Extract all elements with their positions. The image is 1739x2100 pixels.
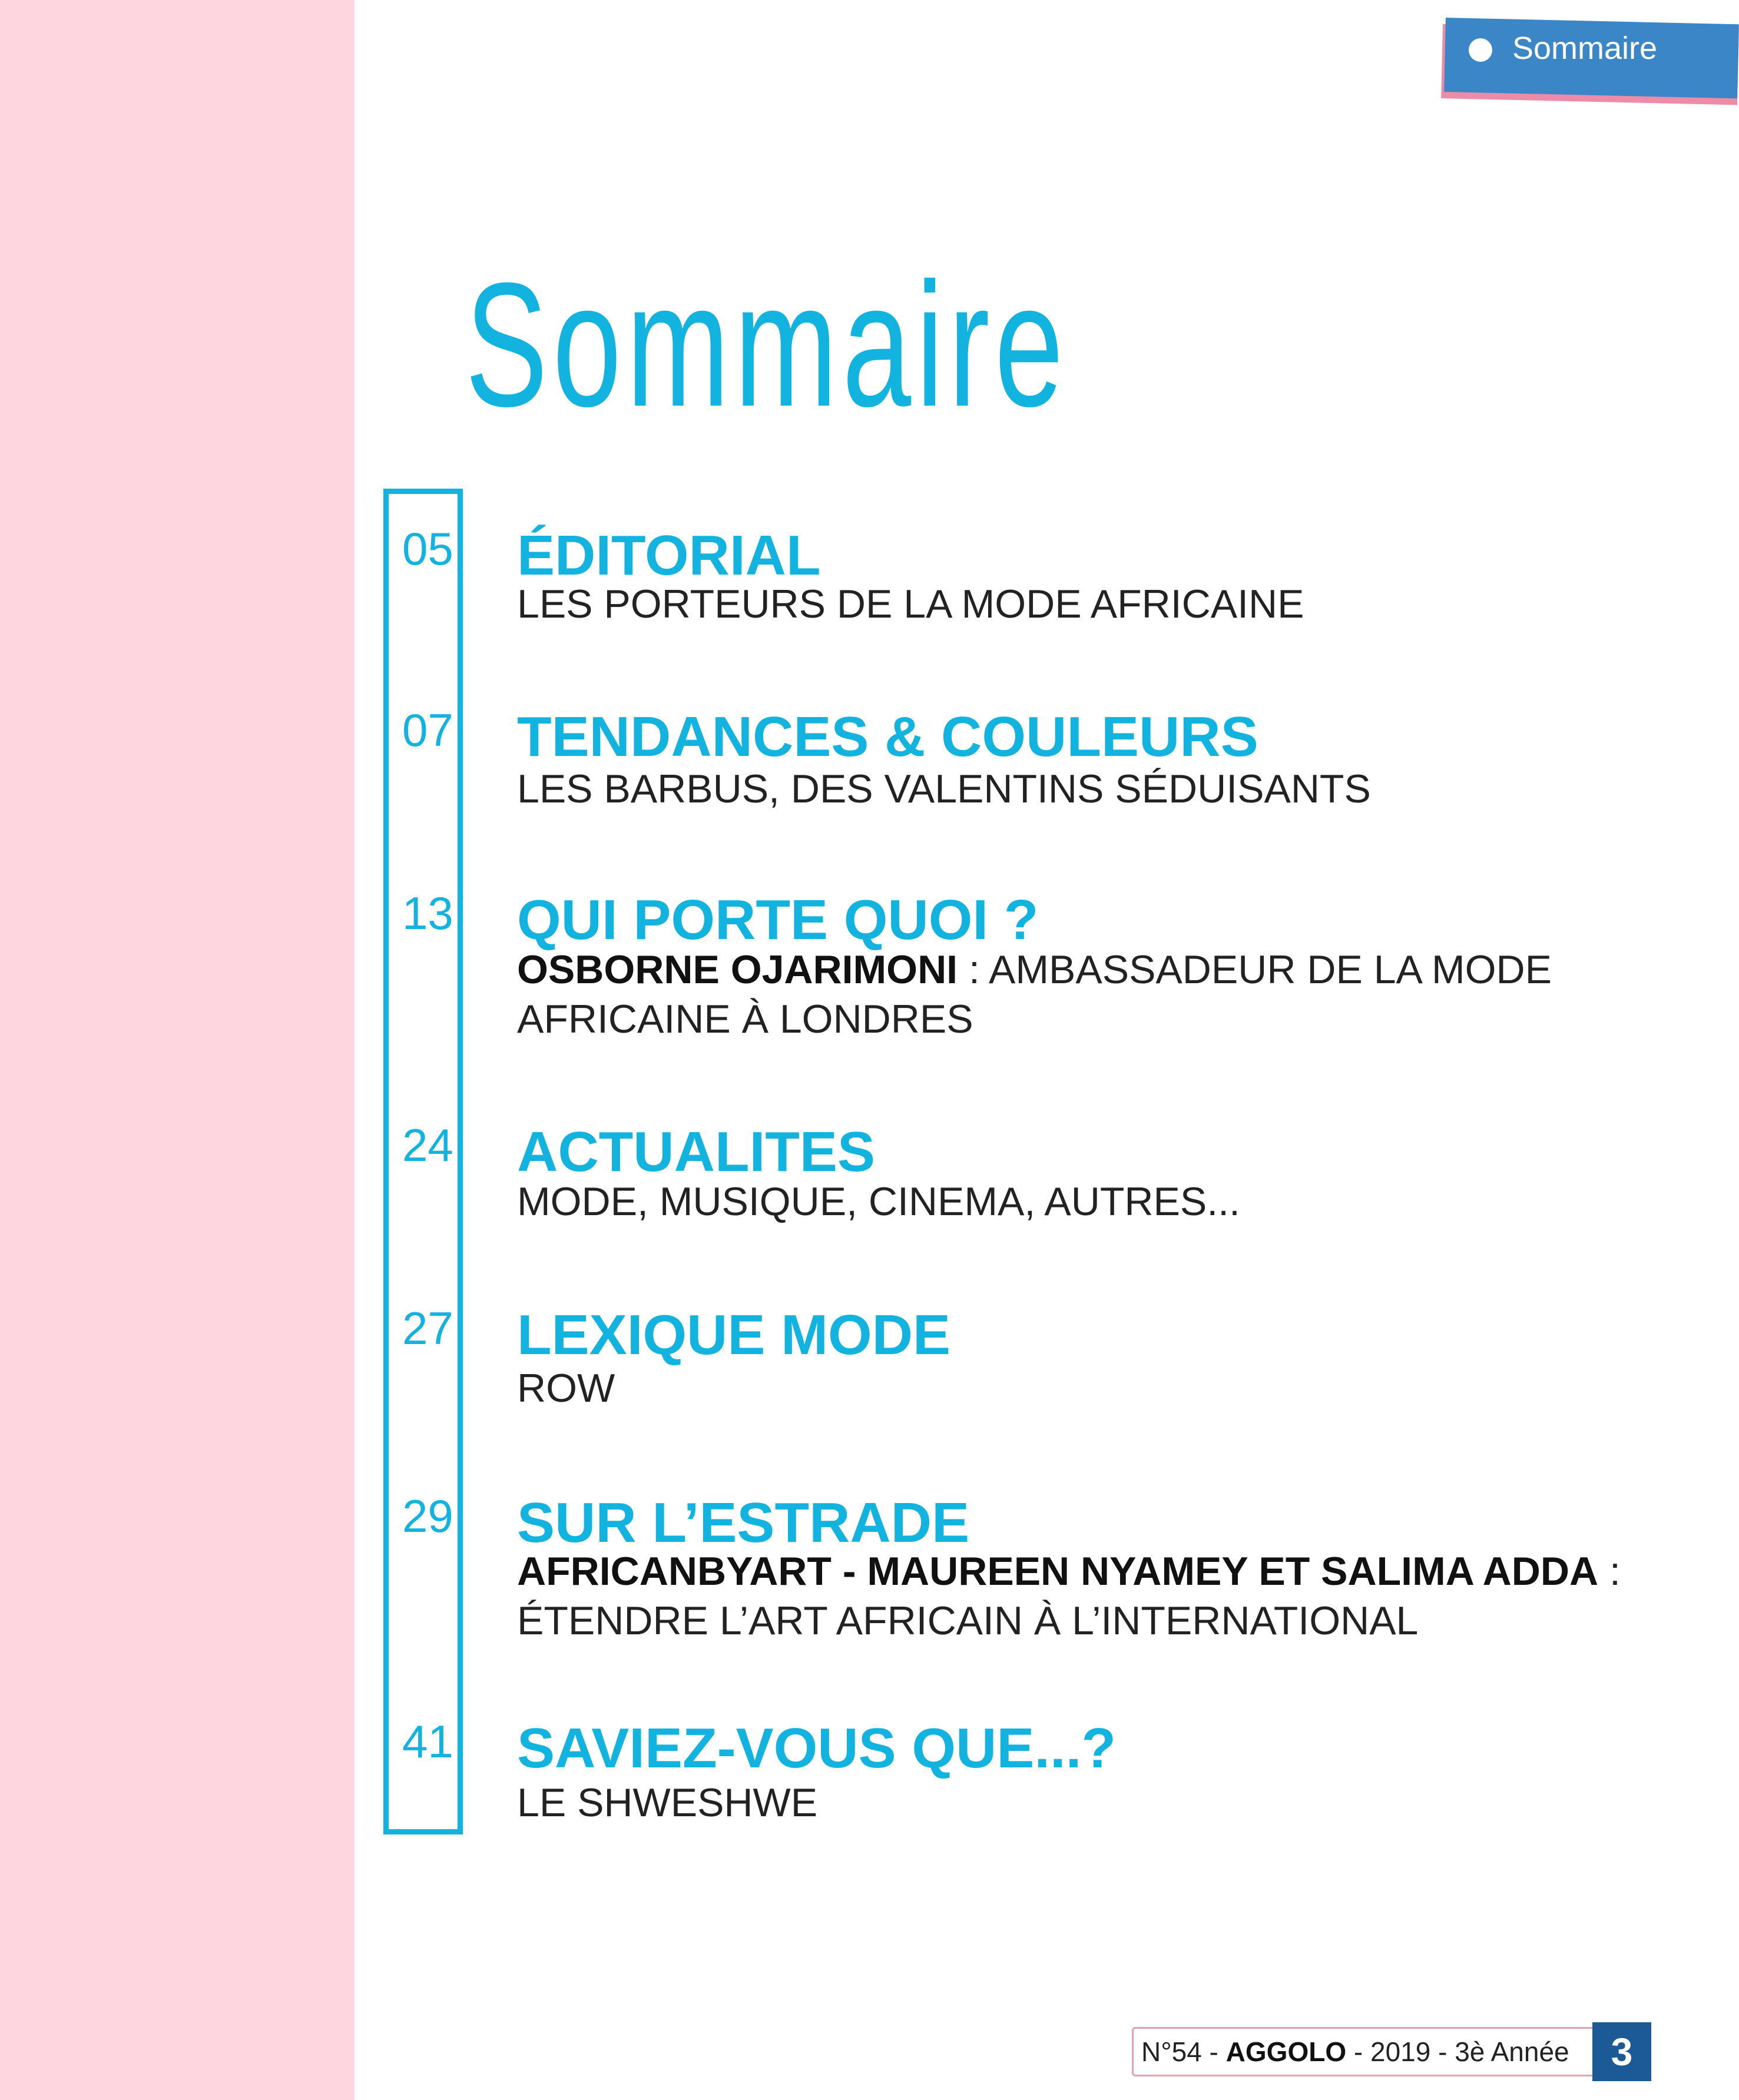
toc-page-number: 07 bbox=[402, 704, 453, 756]
toc-description: MODE, MUSIQUE, CINEMA, AUTRES... bbox=[517, 1179, 1240, 1224]
toc-heading: LEXIQUE MODE bbox=[517, 1303, 951, 1366]
section-tab-label: Sommaire bbox=[1512, 31, 1658, 66]
toc-description: AFRICANBYART - MAUREEN NYAMEY ET SALIMA ADDA : ÉTENDRE L’ART AFRICAIN À L’INTERNATIONAL bbox=[517, 1549, 1621, 1643]
toc-entry-saviez-vous[interactable] bbox=[0, 1713, 1739, 1831]
toc-description: OSBORNE OJARIMONI : AMBASSADEUR DE LA MODE AFRICAINE À LONDRES bbox=[517, 947, 1552, 1041]
toc-description: ROW bbox=[517, 1366, 615, 1411]
toc-heading: ÉDITORIAL bbox=[517, 524, 821, 587]
toc-entry-qui-porte-quoi[interactable] bbox=[0, 885, 1739, 1041]
toc-heading: TENDANCES & COULEURS bbox=[517, 705, 1258, 768]
toc-page-number: 05 bbox=[402, 523, 453, 575]
page-title: Sommaire bbox=[465, 246, 1069, 443]
toc-heading: SUR L’ESTRADE bbox=[517, 1491, 970, 1554]
toc-page-number: 41 bbox=[402, 1716, 453, 1767]
toc-entry-lexique-mode[interactable] bbox=[0, 1300, 1739, 1418]
toc-heading: SAVIEZ-VOUS QUE...? bbox=[517, 1717, 1116, 1780]
toc-entry-sur-lestrade[interactable] bbox=[0, 1488, 1739, 1643]
toc-heading: ACTUALITES bbox=[517, 1120, 875, 1183]
toc-page-number: 13 bbox=[402, 887, 453, 939]
toc-page-number: 27 bbox=[402, 1302, 453, 1354]
toc-entry-tendances[interactable] bbox=[0, 702, 1739, 820]
toc-description: LES BARBUS, DES VALENTINS SÉDUISANTS bbox=[517, 767, 1371, 811]
toc-heading: QUI PORTE QUOI ? bbox=[517, 888, 1039, 951]
page-number: 3 bbox=[1592, 2022, 1651, 2081]
footer-issue-info: N°54 - AGGOLO - 2019 - 3è Année bbox=[1141, 2036, 1569, 2067]
toc-description: LES PORTEURS DE LA MODE AFRICAINE bbox=[517, 582, 1304, 626]
toc-page-number: 29 bbox=[402, 1490, 453, 1542]
toc-page-number: 24 bbox=[402, 1119, 453, 1171]
bullet-dot-icon bbox=[1469, 38, 1492, 62]
toc-description: LE SHWESHWE bbox=[517, 1780, 818, 1825]
toc-entry-editorial[interactable] bbox=[0, 520, 1739, 638]
toc-entry-actualites[interactable] bbox=[0, 1117, 1739, 1235]
